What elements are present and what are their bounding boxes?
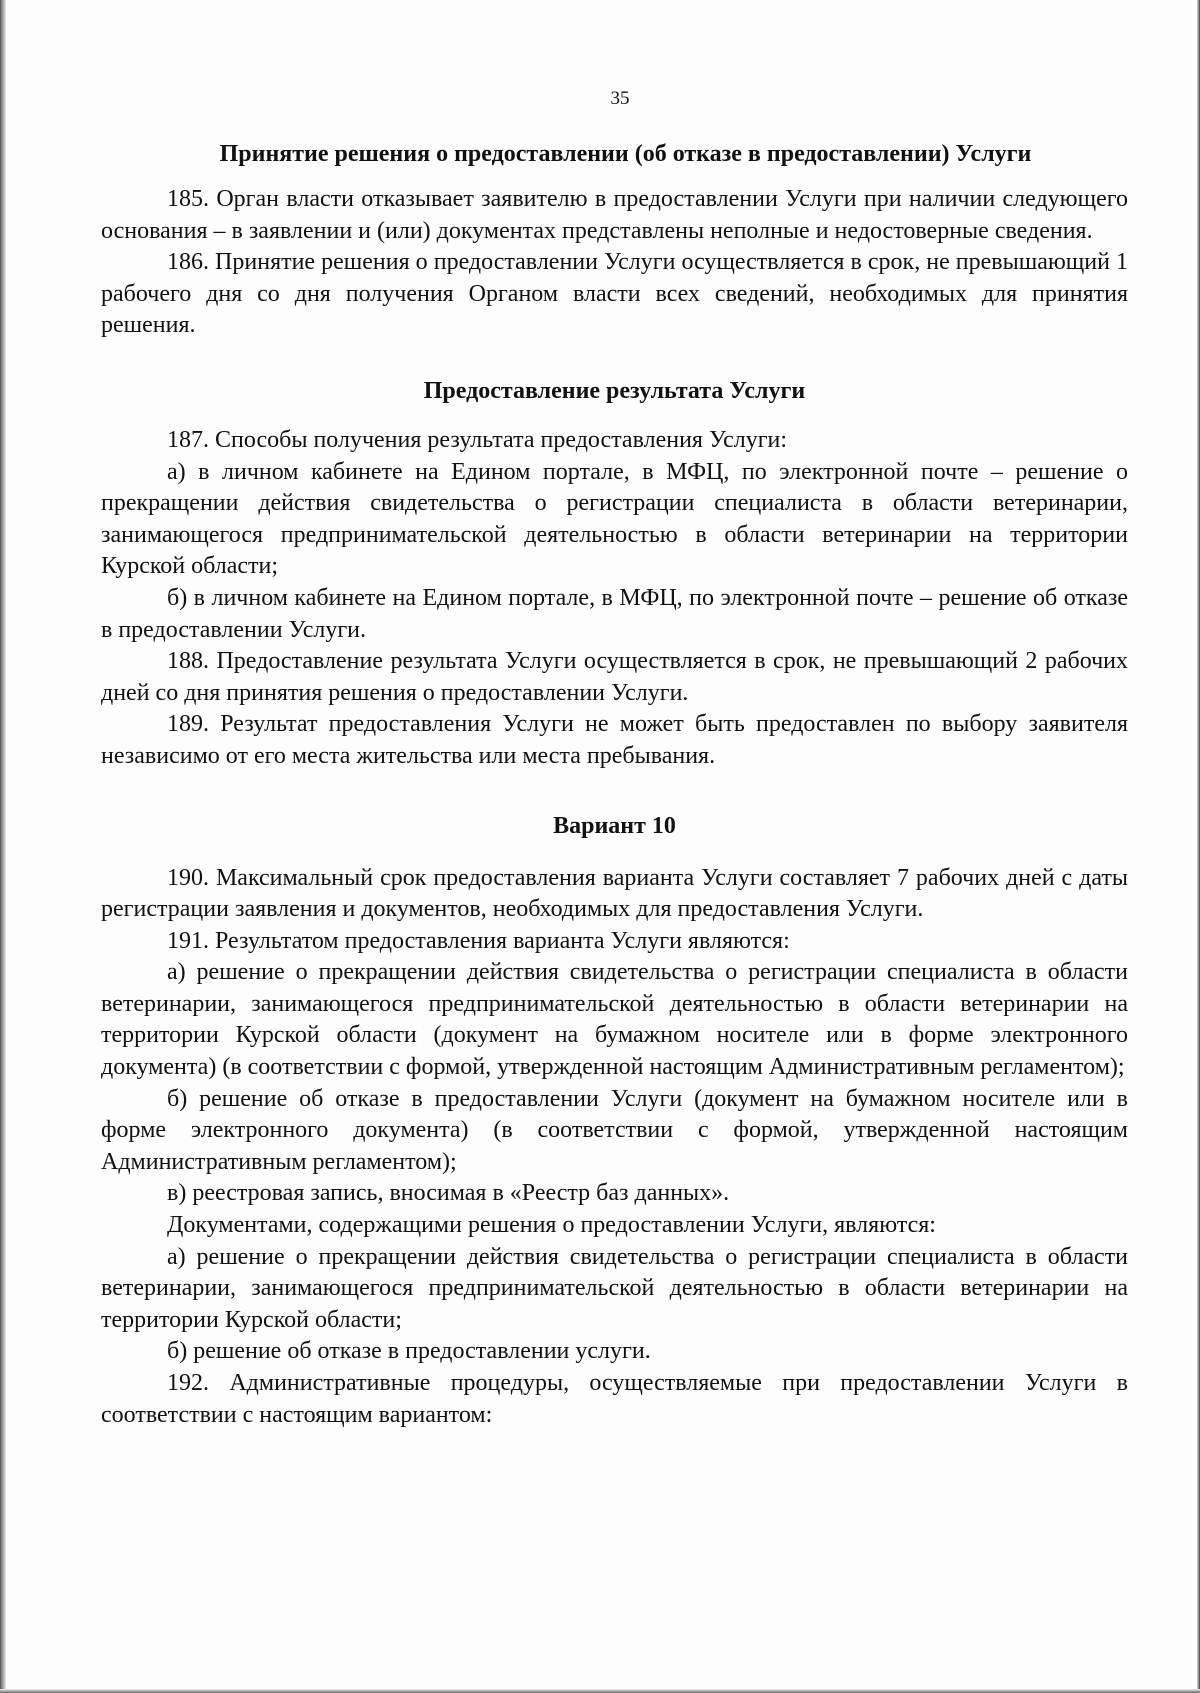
- paragraph-documents-b: б) решение об отказе в предоставлении услуги.: [167, 1338, 651, 1365]
- paragraph-185: 185. Орган власти отказывает заявителю в предоставлении Услуги при наличии следующего основания – в заявлении и (или) документах представлены неполные и недостоверные сведения.: [101, 186, 1128, 244]
- paragraph-192: 192. Административные процедуры, осуществляемые при предоставлении Услуги в соответствии с настоящим вариантом:: [101, 1370, 1128, 1428]
- paragraph-187: 187. Способы получения результата предоставления Услуги:: [167, 426, 788, 453]
- scan-edge-left: [0, 0, 6, 1693]
- paragraph-191: 191. Результатом предоставления варианта Услуги являются:: [167, 927, 790, 954]
- paragraph-191-c: в) реестровая запись, вносимая в «Реестр баз данных».: [167, 1180, 730, 1207]
- paragraph-documents-a: а) решение о прекращении действия свидетельства о регистрации специалиста в области ветеринарии, занимающегося предпринимательской деятельностью в области ветеринарии на территории Курской области;: [101, 1243, 1128, 1333]
- document-body: [101, 138, 1128, 1431]
- paragraph-190: 190. Максимальный срок предоставления варианта Услуги составляет 7 рабочих дней с даты регистрации заявления и документов, необходимых для предоставления Услуги.: [101, 864, 1128, 923]
- paragraph-187-b: б) в личном кабинете на Едином портале, в МФЦ, по электронной почте – решение об отказе в предоставлении Услуги.: [101, 584, 1128, 643]
- paragraph-188: 188. Предоставление результата Услуги осуществляется в срок, не превышающий 2 рабочих дней со дня принятия решения о предоставлении Услуги.: [101, 648, 1128, 706]
- paragraph-186: 186. Принятие решения о предоставлении Услуги осуществляется в срок, не превышающий 1 рабочего дня со дня получения Органом власти всех сведений, необходимых для принятия решения.: [101, 249, 1128, 339]
- page-number: 35: [610, 88, 630, 109]
- paragraph-191-b: б) решение об отказе в предоставлении Услуги (документ на бумажном носителе или в форме электронного документа) (в соответствии с формой, утвержденной настоящим Административным регламентом);: [101, 1085, 1128, 1175]
- paragraph-189: 189. Результат предоставления Услуги не может быть предоставлен по выбору заявителя независимо от его места жительства или места пребывания.: [101, 711, 1128, 769]
- paragraph-documents: Документами, содержащими решения о предоставлении Услуги, являются:: [167, 1212, 936, 1239]
- section-heading-variant-10: Вариант 10: [553, 812, 676, 839]
- paragraph-191-a: а) решение о прекращении действия свидетельства о регистрации специалиста в области ветеринарии, занимающегося предпринимательской деятельностью в области ветеринарии на территории Курской области (документ на бумажном носителе или в форме электронного документа) (в соответствии с формой, утвержденной настоящим Административным регламентом);: [101, 959, 1128, 1081]
- section-heading-result: Предоставление результата Услуги: [423, 377, 806, 404]
- scan-edge-bottom: [0, 1689, 1200, 1693]
- paragraph-187-a: а) в личном кабинете на Едином портале, в МФЦ, по электронной почте – решение о прекращении действия свидетельства о регистрации специалиста в области ветеринарии, занимающегося предпринимательской деятельностью в области ветеринарии на территории Курской области;: [101, 458, 1128, 580]
- section-heading-decision: Принятие решения о предоставлении (об отказе в предоставлении) Услуги: [219, 141, 1032, 167]
